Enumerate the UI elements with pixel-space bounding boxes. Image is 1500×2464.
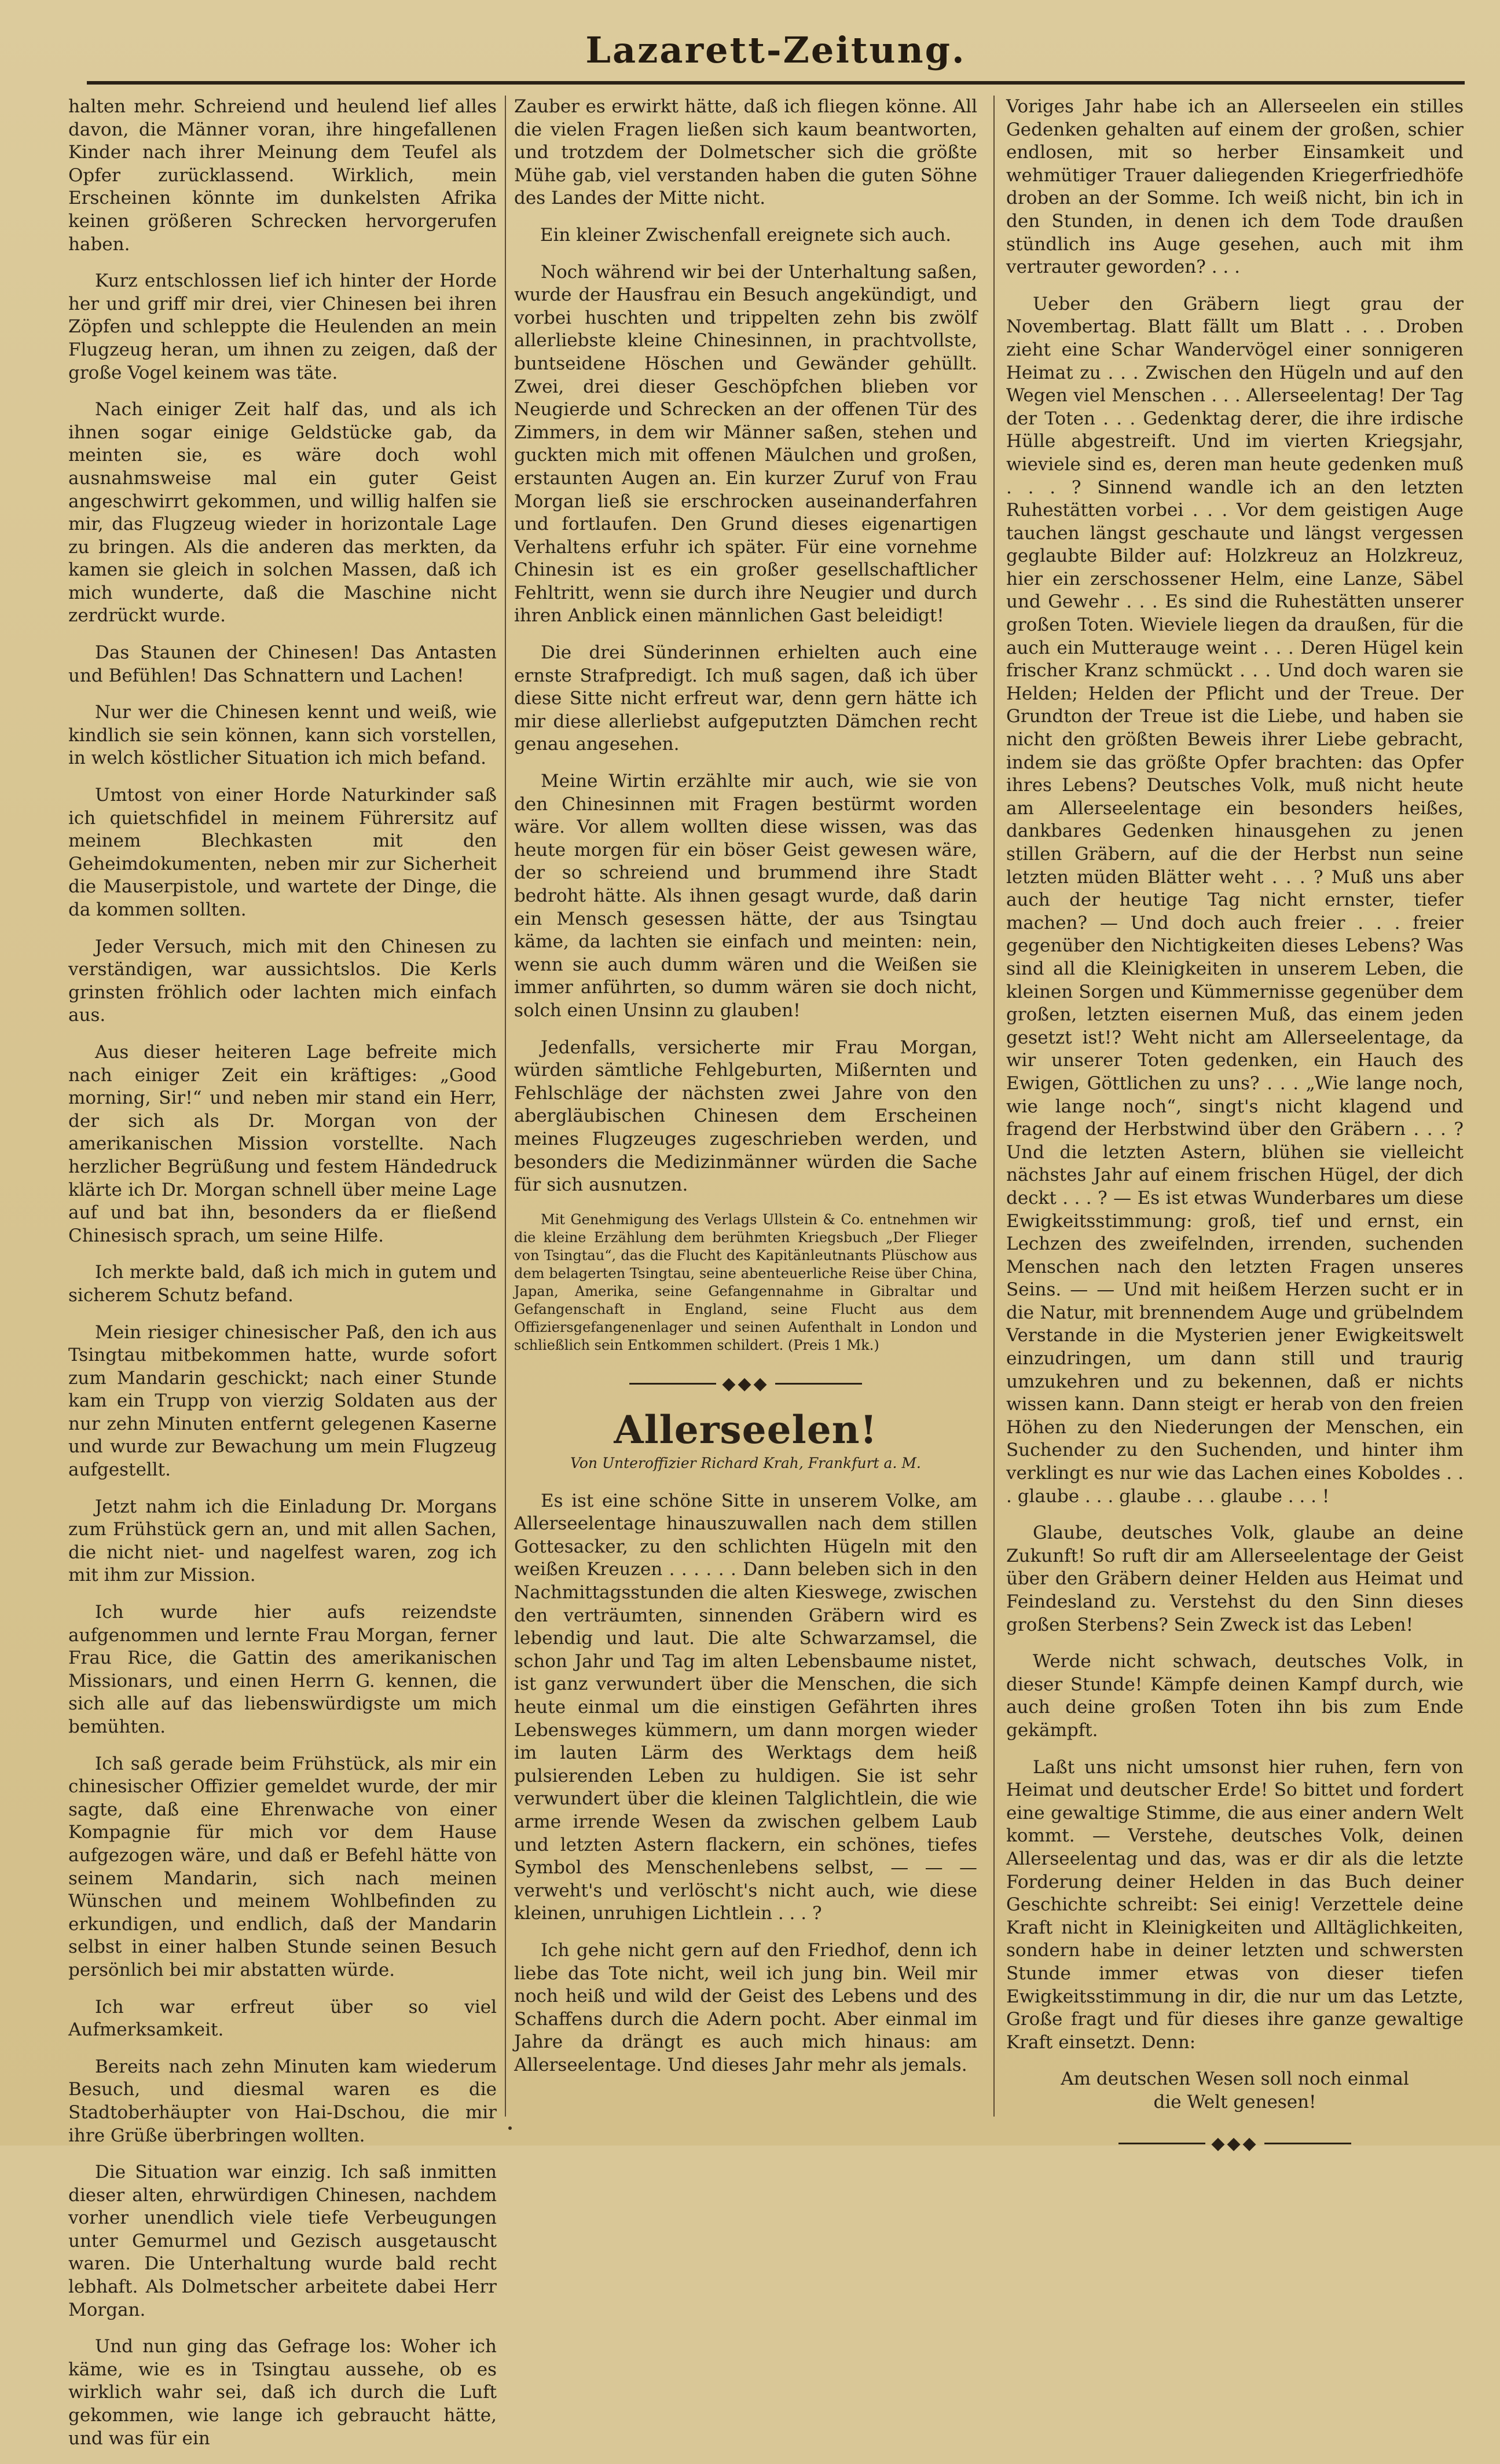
page-mark (508, 2126, 512, 2130)
column-3 (1006, 96, 1464, 2178)
paragraph: Das Staunen der Chinesen! Das Antasten und Befühlen! Das Schnattern und Lachen! (68, 642, 497, 686)
article-byline: Von Unteroffizier Richard Krah, Frankfurt a. M. (570, 1455, 921, 1472)
column-1 (68, 96, 497, 2464)
paragraph: Und nun ging das Gefrage los: Woher ich käme, wie es in Tsingtau aussehe, ob es wirklich wahr sei, daß ich durch die Luft gekommen, wie lange ich gebraucht hätte, und was für ein (68, 2336, 497, 2449)
column-divider-2 (993, 96, 995, 2117)
paragraph: Ich gehe nicht gern auf den Friedhof, denn ich liebe das Tote nicht, weil ich jung bin. Weil mir noch heiß und wild der Geist des Lebens und des Schaffens durch die Adern pocht. Aber einmal im Jahre da drängt es auch mich hinaus: am Allerseelentage. Und dieses Jahr mehr als jemals. (514, 1939, 977, 2075)
paragraph: Jeder Versuch, mich mit den Chinesen zu verständigen, war aussichtslos. Die Kerls grinsten fröhlich oder lachten mich einfach aus. (68, 936, 497, 1026)
closing-line: die Welt genesen! (1153, 2091, 1316, 2112)
paragraph: Noch während wir bei der Unterhaltung saßen, wurde der Hausfrau ein Besuch angekündigt, und vorbei huschten und trippelten zehn bis zwölf allerliebste kleine Chinesinnen, in prachtvollste, buntseidene Höschen und Gewänder gehüllt. Zwei, drei dieser Geschöpfchen blieben vor Neugierde und Schrecken an der offenen Tür des Zimmers, in dem wir Männer saßen, stehen und guckten mich mit offenen Mäulchen und großen, erstaunten Augen an. Ein kurzer Zuruf von Frau Morgan ließ sie erschrocken auseinanderfahren und fortlaufen. Den Grund dieses eigenartigen Verhaltens erfuhr ich später. Für eine vornehme Chinesin ist es ein großer gesellschaftlicher Fehltritt, wenn sie durch ihre Neugier und durch ihren Anblick einen männlichen Gast beleidigt! (514, 261, 977, 627)
paragraph: Ich saß gerade beim Frühstück, als mir ein chinesischer Offizier gemeldet wurde, der mir sagte, daß eine Ehrenwache von einer Kompagnie für mich vor dem Hause aufgezogen wäre, und daß er Befehl hätte von seinem Mandarin, sich nach meinen Wünschen und meinem Wohlbefinden zu erkundigen, und endlich, daß der Mandarin selbst in einer halben Stunde seinen Besuch persönlich bei mir abstatten würde. (68, 1753, 497, 1980)
paragraph: halten mehr. Schreiend und heulend lief alles davon, die Männer voran, ihre hingefallenen Kinder nach ihrer Meinung dem Teufel als Opfer zurücklassend. Wirklich, mein Erscheinen könnte im dunkelsten Afrika keinen größeren Schrecken hervorgerufen haben. (68, 96, 497, 255)
paragraph: Glaube, deutsches Volk, glaube an deine Zukunft! So ruft dir am Allerseelentage der Geist über den Gräbern deiner Helden aus Heimat und Feindesland zu. Verstehst du den Sinn dieses großen Sterbens? Sein Zweck ist das Leben! (1006, 1522, 1464, 1635)
paragraph: Mein riesiger chinesischer Paß, den ich aus Tsingtau mitbekommen hatte, wurde sofort zum Mandarin geschickt; nach einer Stunde kam ein Trupp von vierzig Soldaten aus der nur zehn Minuten entfernt gelegenen Kaserne und wurde zur Bewachung um mein Flugzeug aufgestellt. (68, 1321, 497, 1481)
paragraph: Nur wer die Chinesen kennt und weiß, wie kindlich sie sein können, kann sich vorstellen, in welch köstlicher Situation ich mich befand. (68, 702, 497, 769)
paragraph: Laßt uns nicht umsonst hier ruhen, fern von Heimat und deutscher Erde! So bittet und fordert eine gewaltige Stimme, die aus einer andern Welt kommt. — Verstehe, deutsches Volk, deinen Allerseelentag und das, was er dir als die letzte Forderung deiner Helden in das Buch deiner Geschichte schreibt: Sei einig! Verzettele deine Kraft nicht in Kleinigkeiten und Alltäglichkeiten, sondern habe in deiner letzten und schwersten Stunde immer etwas von dieser tiefen Ewigkeitsstimmung in dir, die nur um das Letzte, Große fragt und für dieses ihre ganze gewaltige Kraft einsetzt. Denn: (1006, 1756, 1464, 2053)
article-title: Allerseelen! (614, 1407, 878, 1452)
closing-line: Am deutschen Wesen soll noch einmal (1061, 2068, 1409, 2090)
paragraph: Jedenfalls, versicherte mir Frau Morgan, würden sämtliche Fehlgeburten, Mißernten und Fehlschläge der nächsten zwei Jahre von den abergläubischen Chinesen dem Erscheinen meines Flugzeuges zugeschrieben werden, und besonders die Medizinmänner würden die Sache für sich ausnutzen. (514, 1037, 977, 1196)
paragraph: Jetzt nahm ich die Einladung Dr. Morgans zum Frühstück gern an, und mit allen Sachen, die nicht niet- und nagelfest waren, zog ich mit ihm zur Mission. (68, 1496, 497, 1586)
masthead (87, 23, 1465, 87)
paragraph: Die Situation war einzig. Ich saß inmitten dieser alten, ehrwürdigen Chinesen, nachdem vorher unendlich viele tiefe Verbeugungen unter Gemurmel und Gezisch ausgetauscht waren. Die Unterhaltung wurde bald recht lebhaft. Als Dolmetscher arbeitete dabei Herr Morgan. (68, 2162, 497, 2320)
paragraph: Die drei Sünderinnen erhielten auch eine ernste Strafpredigt. Ich muß sagen, daß ich über diese Sitte nicht erfreut war, denn gern hätte ich mir diese allerliebst aufgeputzten Dämchen recht genau angesehen. (514, 642, 977, 755)
paragraph: Bereits nach zehn Minuten kam wiederum Besuch, und diesmal waren es die Stadtoberhäupter von Hai-Dschou, die mir ihre Grüße überbringen wollten. (68, 2056, 497, 2146)
paragraph: Ueber den Gräbern liegt grau der Novembertag. Blatt fällt um Blatt . . . Droben zieht eine Schar Wandervögel einer sonnigeren Heimat zu . . . Zwischen den Hügeln und auf den Wegen viel Menschen . . . Allerseelentag! Der Tag der Toten . . . Gedenktag derer, die ihre irdische Hülle abgestreift. Und im vierten Kriegsjahr, wieviele sind es, deren man heute gedenken muß . . . ? Sinnend wandle ich an den letzten Ruhestätten vorbei . . . Vor dem geistigen Auge tauchen längst geschaute und längst vergessen geglaubte Bilder auf: Holzkreuz an Holzkreuz, hier ein zerschossener Helm, eine Lanze, Säbel und Gewehr . . . Es sind die Ruhestätten unserer großen Toten. Wieviele liegen da draußen, für die auch ein Mutterauge weint . . . Deren Hügel kein frischer Kranz schmückt . . . Und doch waren sie Helden; Helden der Pflicht und der Treue. Der Grundton der Treue ist die Liebe, und haben sie nicht den größten Beweis ihrer Liebe gebracht, indem sie das größte Opfer brachten: das Opfer ihres Lebens? Deutsches Volk, muß nicht heute am Allerseelentage ein besonders heißes, dankbares Gedenken hinausgehen zu jenen stillen Gräbern, auf die der Herbst nun seine letzten müden Blätter weht . . . ? Muß uns aber auch der heutige Tag nicht ernster, tiefer machen? — Und doch auch freier . . . freier gegenüber den Nichtigkeiten dieses Lebens? Was sind all die Kleinigkeiten in unserem Leben, die kleinen Sorgen und Kümmernisse gegenüber dem großen, letzten eisernen Muß, das einem jeden gesetzt ist!? Weht nicht am Allerseelentage, da wir unserer Toten gedenken, ein Hauch des Ewigen, Göttlichen zu uns? . . . „Wie lange noch, wie lange noch“, singt's nicht klagend und fragend der Herbstwind über den Gräbern . . . ? Und die letzten Astern, blühen sie vielleicht nächstes Jahr auf einem frischen Hügel, der dich deckt . . . ? — Es ist etwas Wunderbares um diese Ewigkeitsstimmung: groß, tief und ernst, ein Lechzen des zweifelnden, irrenden, suchenden Menschen nach den letzten Fragen unseres Seins. — — Und mit heißem Herzen sucht er in die Natur, mit brennendem Auge und grübelndem Verstande in die Mysterien jener Ewigkeitswelt einzudringen, um dann still und traurig umzukehren und zu bekennen, daß er nichts wissen kann. Dann steigt er herab von den freien Höhen zu den Niederungen der Menschen, ein Suchender zu den Suchenden, und hinter ihm verklingt es nur wie das Lachen eines Koboldes . . . glaube . . . glaube . . . glaube . . . ! (1006, 293, 1464, 1507)
column-divider-1 (505, 96, 506, 2117)
paragraph: Kurz entschlossen lief ich hinter der Horde her und griff mir drei, vier Chinesen bei ihren Zöpfen und schleppte die Heulenden an mein Flugzeug heran, um ihnen zu zeigen, daß der große Vogel keinem was täte. (68, 270, 497, 383)
ornament-divider: ◆◆◆ (1006, 2131, 1464, 2155)
paragraph: Es ist eine schöne Sitte in unserem Volke, am Allerseelentage hinauszuwallen nach dem stillen Gottesacker, zu den schlichten Hügeln mit den weißen Kreuzen . . . . . . Dann beleben sich in den Nachmittagsstunden die alten Kieswege, zwischen den verträumten, sinnenden Gräbern wird es lebendig und laut. Die alte Schwarzamsel, die schon Jahr und Tag im alten Lebensbaume nistet, ist ganz verwundert über die Menschen, die sich heute einmal um die einstigen Gefährten ihres Lebensweges kümmern, um dann morgen wieder im lauten Lärm des Werktags dem heiß pulsierenden Leben zu huldigen. Sie ist sehr verwundert über die kleinen Talglichtlein, die wie arme irrende Wesen da zwischen gelbem Laub und letzten Astern flackern, ein schönes, tiefes Symbol des Menschenlebens selbst, — — — verweht's und verlöscht's nicht auch, wie diese kleinen, unruhigen Lichtlein . . . ? (514, 1490, 977, 1924)
column-2 (514, 96, 977, 2091)
paragraph: Werde nicht schwach, deutsches Volk, in dieser Stunde! Kämpfe deinen Kampf durch, wie auch deine großen Toten ihn bis zum Ende gekämpft. (1006, 1651, 1464, 1741)
paragraph: Ich war erfreut über so viel Aufmerksamkeit. (68, 1996, 497, 2041)
paragraph: Ich wurde hier aufs reizendste aufgenommen und lernte Frau Morgan, ferner Frau Rice, die Gattin des amerikanischen Missionars, und einen Herrn G. kennen, die sich alle auf das liebenswürdigste um mich bemühten. (68, 1602, 497, 1737)
ornament-divider: ◆◆◆ (514, 1372, 977, 1396)
paragraph: Umtost von einer Horde Naturkinder saß ich quietschfidel in meinem Führersitz auf meinem Blechkasten mit den Geheimdokumenten, neben mir zur Sicherheit die Mauserpistole, und wartete der Dinge, die da kommen sollten. (68, 785, 497, 920)
paragraph: Voriges Jahr habe ich an Allerseelen ein stilles Gedenken gehalten auf einem der großen, schier endlosen, mit so herber Einsamkeit und wehmütiger Trauer daliegenden Kriegerfriedhöfe droben an der Somme. Ich weiß nicht, bin ich in den Stunden, in denen ich dem Tode draußen stündlich ins Auge gesehen, auch mit ihm vertrauter geworden? . . . (1006, 96, 1464, 278)
subheading: Ein kleiner Zwischenfall ereignete sich auch. (540, 224, 952, 246)
source-note: Mit Genehmigung des Verlags Ullstein & Co. entnehmen wir die kleine Erzählung dem berühmten Kriegsbuch „Der Flieger von Tsingtau“, das die Flucht des Kapitänleutnants Plüschow aus dem belagerten Tsingtau, seine abenteuerliche Reise über China, Japan, Amerika, seine Gefangennahme in Gibraltar und Gefangenschaft in England, seine Flucht aus dem Offiziersgefangenenlager und seinen Aufenthalt in London und schließlich sein Entkommen schildert. (Preis 1 Mk.) (514, 1211, 977, 1353)
paragraph: Aus dieser heiteren Lage befreite mich nach einiger Zeit ein kräftiges: „Good morning, Sir!“ und neben mir stand ein Herr, der sich als Dr. Morgan von der amerikanischen Mission vorstellte. Nach herzlicher Begrüßung und festem Händedruck klärte ich Dr. Morgan schnell über meine Lage auf und bat ihn, besonders da er fließend Chinesisch sprach, um seine Hilfe. (68, 1041, 497, 1246)
newspaper-title: Lazarett-Zeitung. (585, 29, 966, 71)
paragraph: Nach einiger Zeit half das, und als ich ihnen sogar einige Geldstücke gab, da meinten sie, es wäre doch wohl ausnahmsweise mal ein guter Geist angeschwirrt gekommen, und willig halfen sie mir, das Flugzeug wieder in horizontale Lage zu bringen. Als die anderen das merkten, da kamen sie gleich in solchen Massen, daß ich mich wunderte, daß die Maschine nicht zerdrückt wurde. (68, 399, 497, 627)
masthead-rule (87, 81, 1465, 85)
paragraph: Ich merkte bald, daß ich mich in gutem und sicherem Schutz befand. (68, 1262, 497, 1306)
paragraph: Zauber es erwirkt hätte, daß ich fliegen könne. All die vielen Fragen ließen sich kaum beantworten, und trotzdem der Dolmetscher sich die größte Mühe gab, viel verstanden haben die guten Söhne des Landes der Mitte nicht. (514, 96, 977, 209)
paragraph: Meine Wirtin erzählte mir auch, wie sie von den Chinesinnen mit Fragen bestürmt worden wäre. Vor allem wollten diese wissen, was das heute morgen für ein böser Geist gewesen wäre, der so schreiend und brummend ihre Stadt bedroht hätte. Als ihnen gesagt wurde, daß darin ein Mensch gesessen hätte, der aus Tsingtau käme, da lachten sie einfach und meinten: nein, wenn sie auch dumm wären und die Weißen sie immer anführten, so dumm wären sie doch nicht, solch einen Unsinn zu glauben! (514, 771, 977, 1021)
